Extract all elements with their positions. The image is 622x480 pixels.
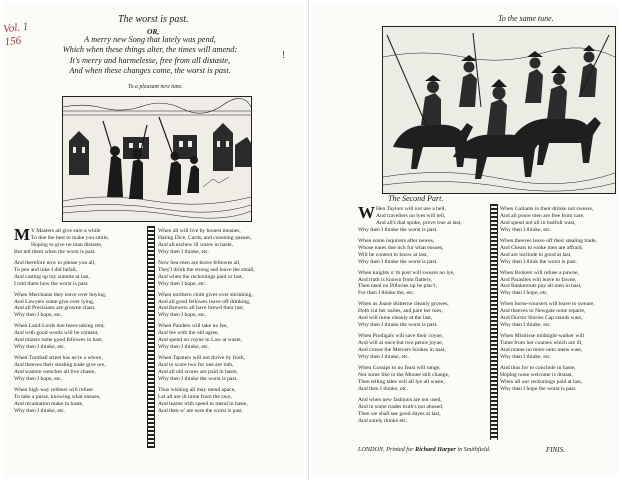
stanza: When Gossips to no feast will range, Nor some like to the Moone still change, Then telling tales will all lye all waste, And then I thinke, etc.	[358, 365, 450, 392]
stanza: When horse-coursers will leave to sweare, And theeves to Newgate none repaire, And Doctor Stories Cap stands wast, Why then I thinke, etc.	[500, 301, 595, 329]
woodcut-illustration-town	[62, 96, 252, 222]
stanza: And thus for to conclude in haste, Hoping none welcome is distast, When all our reckonings paid at last, Why then I hope the worst is past.	[500, 365, 583, 392]
stanza: When as Joane skitterne cleanly growes, Doth cut her nailes, and pare her toes, And will tume cleanly at the last, Why then I thinke the worst is past.	[358, 301, 449, 329]
stanza: W Hen Taylors will not use a hell, And travellers no lyes will tell, And all's that spoke, prove true at last, Why then I thinke the worst is past.	[358, 203, 462, 233]
margin-mark: !	[282, 50, 285, 60]
intro-line: And when these changes come, the worst is past.	[69, 66, 231, 75]
stanza: And when new fashions are not used, And in some trades truth's not abused, Then we shall see good dayes at last, And surely thinke etc.	[358, 396, 444, 424]
stanza: And therefore now to please you all, To pen and inke I did befall, And casting up my summe at last, I told them how the worst is past.	[14, 259, 96, 287]
woodcut-town-scene	[63, 97, 251, 221]
stanza: When Land-Lords doe leave taking rent, And with good words will be content, And mizers tume good fellowes in hast, Why then I thinke, etc.	[14, 323, 105, 351]
stanza: When all will live by honest meanes, Hating Dice, Cards, and cozening queans, And all eschew ill wares in haste, Why then I thinke, etc.	[158, 228, 252, 255]
manuscript-annotation: Vol. 1 156	[2, 20, 29, 49]
stanza: When northern cloth gives over shrinking, And all good fellowes leave off drinking, And Brewers all have brewd their last, Why then I hope, etc.	[158, 291, 253, 319]
stanza: When Gallants in their drinke not sweare, And all poore men are free from care, And spend not all in lustfull wast, Why then I thinke, etc.	[500, 206, 594, 233]
woodcut-horsemen-scene	[383, 27, 615, 193]
stanza: Thus wishing all may mend apace, Let all are ill tume from the race, And learne with speed to mend in haste, And then w' are sure the worst is past.	[158, 387, 248, 414]
title-or: OR,	[147, 27, 160, 36]
stanza: When knights o' th post will sweare no lye, And truth is known from flattery, Then need no Pillories up be plac't, For then I thinke the, etc.	[358, 269, 455, 297]
verse-column-right-1	[358, 203, 488, 429]
page-fold	[308, 0, 309, 480]
stanza: When high way robbers will refuse To take a purse, knowing what ensues, And recantation make in haste, Why then I thinke, etc.	[14, 387, 101, 414]
intro-line: It's merry and harmelesse, free from all distaste,	[69, 56, 231, 65]
tune-note: To a pleasant new tune.	[128, 84, 183, 90]
column-divider-ornament	[490, 204, 498, 440]
stanza: When Prodigals will save their coyne, And will at once but two pence joyne, And crosse the Mercers bookes in hast, Why then I thinke, etc.	[358, 333, 446, 360]
stanza: When Tapsters will not thrive by froth, And to score two for one are loth, And all old scores are paid in haste, Why then I thinke the worst is past.	[158, 355, 245, 382]
stanza: When Merchants they leave over buying, And Lawyers some give over lying, And all Precisians are growne chast, Why then I hope, etc.	[14, 291, 107, 319]
stanza: When some inquirers after newes, Whose eares doe itch for what ensues, Will be content to know at last, Why then I thinke the worst is past.	[358, 237, 444, 265]
verse-column-left-2	[158, 228, 298, 419]
printer-name: Richard Harper	[415, 446, 456, 453]
column-divider-ornament	[147, 226, 155, 448]
woodcut-illustration-riders	[382, 26, 616, 194]
ballad-title: The worst is past.	[118, 14, 189, 25]
intro-line: Which when these things alter, the times will amend:	[62, 45, 238, 54]
second-part-title: The Second Part.	[388, 194, 444, 203]
stanza: When theeves leave off their stealing trade, And Cheats to rooke men are affraid, And are inclinde to good at last, Why then I think the worst is past.	[500, 237, 597, 265]
intro-line: A merry new Song that lately was pend,	[84, 35, 216, 44]
stanza: When Panders will take no fee, And fee with the old agree, And spend no coyne in Law at waste, Why then I thinke, etc.	[158, 323, 242, 351]
verse-column-left-1	[14, 225, 144, 419]
verse-column-right-2	[500, 206, 618, 397]
tune-heading: To the same tune.	[498, 14, 554, 23]
stanza: Now Sea-men are brave fellowes all, They'l drink the strong and leave the small, And when the reckonings paid or last, Why then I hope, etc.	[158, 259, 255, 287]
stanza: When Mistrisse midnight-walker will Tume from her courses which are ill, And nonne no more unto mens wast, Why then I thinke, etc.	[500, 333, 585, 360]
stanza: When Brokers will refuse a pawne, And Parasites will leave to fawne, And Bankerouts pay all men in hast, Why then I hope, etc.	[500, 269, 582, 297]
drop-cap: W	[358, 203, 375, 222]
finis: FINIS.	[546, 446, 565, 454]
imprint: LONDON, Printed for Richard Harper in Smithfield.	[358, 446, 491, 453]
drop-cap: M	[14, 225, 31, 244]
stanza: M Y Masters all give eare a while To doe the best to make you smile, Hoping to give no man distaste, But tell them when the worst is past.	[14, 225, 109, 255]
stanza: When Turnball street has ne're a whore, And theeves their stealing trade give ore, And wanton wenches all live chaste, Why then I hope, etc.	[14, 355, 106, 382]
